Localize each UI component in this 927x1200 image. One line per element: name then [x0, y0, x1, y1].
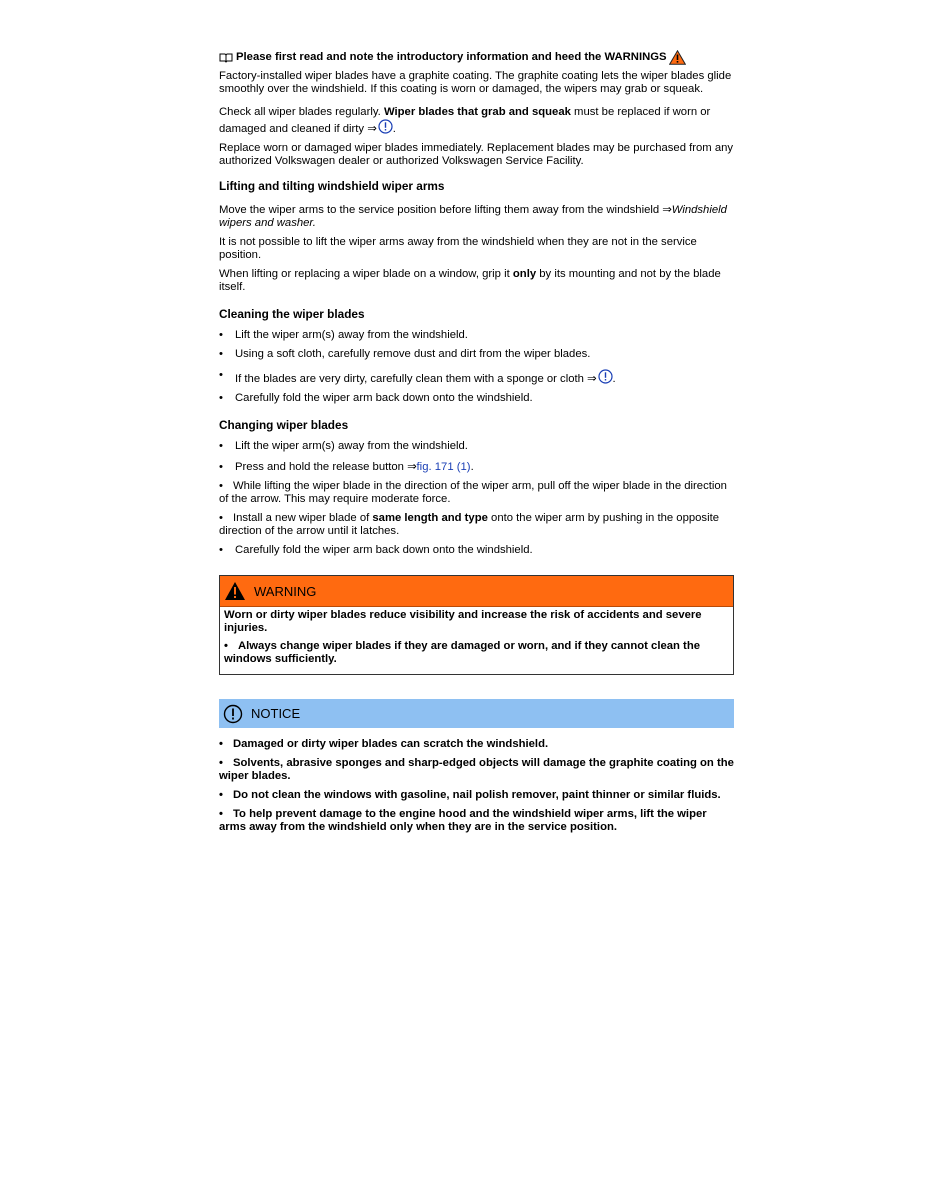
- list-item-text: Damaged or dirty wiper blades can scratch the windshield.: [232, 738, 549, 750]
- list-item-text: Carefully fold the wiper arm back down onto the windshield.: [235, 392, 533, 404]
- paragraph-replace: Replace worn or damaged wiper blades immediately. Replacement blades may be purchased from any authorized Volkswagen dealer or authorized Volkswagen Service Facility.: [219, 142, 734, 167]
- notice-circle-icon: [223, 704, 243, 724]
- list-item-text: Carefully fold the wiper arm back down onto the windshield.: [235, 544, 533, 556]
- bullet: •: [219, 369, 223, 381]
- bullet: •: [219, 329, 223, 341]
- list-item-text: To help prevent damage to the engine hood and the windshield wiper arms, lift the wiper arms away from the windshield only when they are in the service position.: [219, 808, 707, 833]
- warning-triangle-icon: [669, 50, 686, 65]
- link-windshield-wipers[interactable]: Windshield wipers and washer: [219, 204, 727, 229]
- warning-text: Worn or dirty wiper blades reduce visibility and increase the risk of accidents and severe injuries.: [224, 609, 702, 634]
- bullet: •: [219, 348, 223, 360]
- bullet: •: [219, 808, 223, 820]
- check-text-2: must be replaced if worn or damaged and cleaned if dirty ⇒: [219, 106, 711, 135]
- bullet: •: [219, 392, 223, 404]
- link-fig-171[interactable]: fig. 171 (1): [416, 461, 471, 473]
- warning-title: WARNING: [254, 583, 317, 599]
- bullet: •: [219, 757, 223, 769]
- list-item: [219, 738, 734, 751]
- list-item: [219, 461, 734, 474]
- paragraph-not-possible: It is not possible to lift the wiper arms away from the windshield when they are not in the service position.: [219, 236, 697, 261]
- list-item-text: While lifting the wiper blade in the direction of the wiper arm, pull off the wiper blade in the direction of the arrow. This may require moderate force.: [219, 480, 727, 505]
- list-item: [219, 392, 734, 405]
- list-item-text: Lift the wiper arm(s) away from the windshield.: [235, 440, 468, 452]
- heading-lifting: Lifting and tilting windshield wiper arms: [219, 179, 445, 193]
- list-item: [219, 544, 734, 557]
- notice-header: [219, 699, 734, 728]
- service-end: .: [312, 217, 316, 229]
- warning-header: [220, 576, 733, 607]
- list-item-text: Install a new wiper blade of: [232, 512, 373, 524]
- list-item-text: Solvents, abrasive sponges and sharp-edged objects will damage the graphite coating on the wiper blades.: [219, 757, 734, 782]
- list-item: [219, 480, 734, 506]
- manual-page: [219, 50, 734, 840]
- changing-list: [219, 440, 734, 557]
- list-item-text: Do not clean the windows with gasoline, nail polish remover, paint thinner or similar fluids.: [232, 789, 721, 801]
- bullet: •: [219, 461, 223, 473]
- bullet: •: [219, 480, 223, 492]
- bullet: •: [219, 738, 223, 750]
- notice-circle-icon[interactable]: [378, 119, 393, 134]
- warning-box: [219, 575, 734, 675]
- paragraph-grip: [219, 268, 734, 294]
- book-icon: [219, 53, 233, 63]
- notice-circle-icon[interactable]: [598, 369, 613, 384]
- list-item: [219, 808, 734, 834]
- service-text: Move the wiper arms to the service position before lifting them away from the windshield ⇒: [219, 204, 672, 216]
- list-item: [219, 512, 734, 538]
- heading-changing: Changing wiper blades: [219, 418, 349, 432]
- paragraph-graphite: Factory-installed wiper blades have a graphite coating. The graphite coating lets the wiper blades glide smoothly over the windshield. If this coating is worn or damaged, the wipers may grab or squeak.: [219, 70, 732, 95]
- intro-text: Please first read and note the introductory information and heed the WARNINGS: [236, 51, 667, 63]
- bullet: •: [219, 512, 223, 524]
- list-item: [219, 757, 734, 783]
- bullet: •: [219, 544, 223, 556]
- paragraph-service-position: [219, 204, 734, 230]
- list-item: [219, 369, 734, 386]
- list-item-text-2: onto the wiper arm by pushing in the opposite direction of the arrow until it latches.: [219, 512, 720, 537]
- list-item-bold: same length and type: [372, 512, 488, 524]
- intro-line: [219, 50, 734, 65]
- check-text: Check all wiper blades regularly.: [219, 106, 384, 118]
- notice-title: NOTICE: [251, 706, 301, 721]
- grip-text-2: by its mounting and not by the blade itself.: [219, 268, 721, 293]
- bullet: •: [219, 789, 223, 801]
- list-item: [219, 440, 734, 453]
- warning-body: [220, 607, 733, 674]
- list-item: [219, 329, 734, 342]
- list-item-text: If the blades are very dirty, carefully clean them with a sponge or cloth ⇒: [235, 373, 597, 385]
- heading-cleaning: Cleaning the wiper blades: [219, 307, 365, 321]
- list-item-end: .: [470, 461, 474, 473]
- warning-bullet: [224, 640, 729, 666]
- list-item-text: Using a soft cloth, carefully remove dust and dirt from the wiper blades.: [235, 348, 591, 360]
- notice-list: [219, 738, 734, 834]
- bullet: •: [219, 440, 223, 452]
- list-item: [219, 348, 734, 361]
- warning-triangle-icon: [224, 581, 246, 601]
- grip-bold: only: [512, 268, 537, 280]
- list-item-text: Lift the wiper arm(s) away from the windshield.: [235, 329, 468, 341]
- paragraph-check: [219, 106, 734, 136]
- grip-text: When lifting or replacing a wiper blade on a window, grip it: [219, 268, 513, 280]
- list-item-text: Press and hold the release button ⇒: [235, 461, 417, 473]
- warning-bullet-text: Always change wiper blades if they are damaged or worn, and if they cannot clean the windows sufficiently.: [224, 640, 701, 665]
- check-end: .: [392, 123, 396, 135]
- cleaning-list: [219, 329, 734, 405]
- list-item: [219, 789, 734, 802]
- check-bold: Wiper blades that grab and squeak: [383, 106, 571, 118]
- bullet: •: [224, 640, 228, 652]
- list-item-end: .: [612, 373, 616, 385]
